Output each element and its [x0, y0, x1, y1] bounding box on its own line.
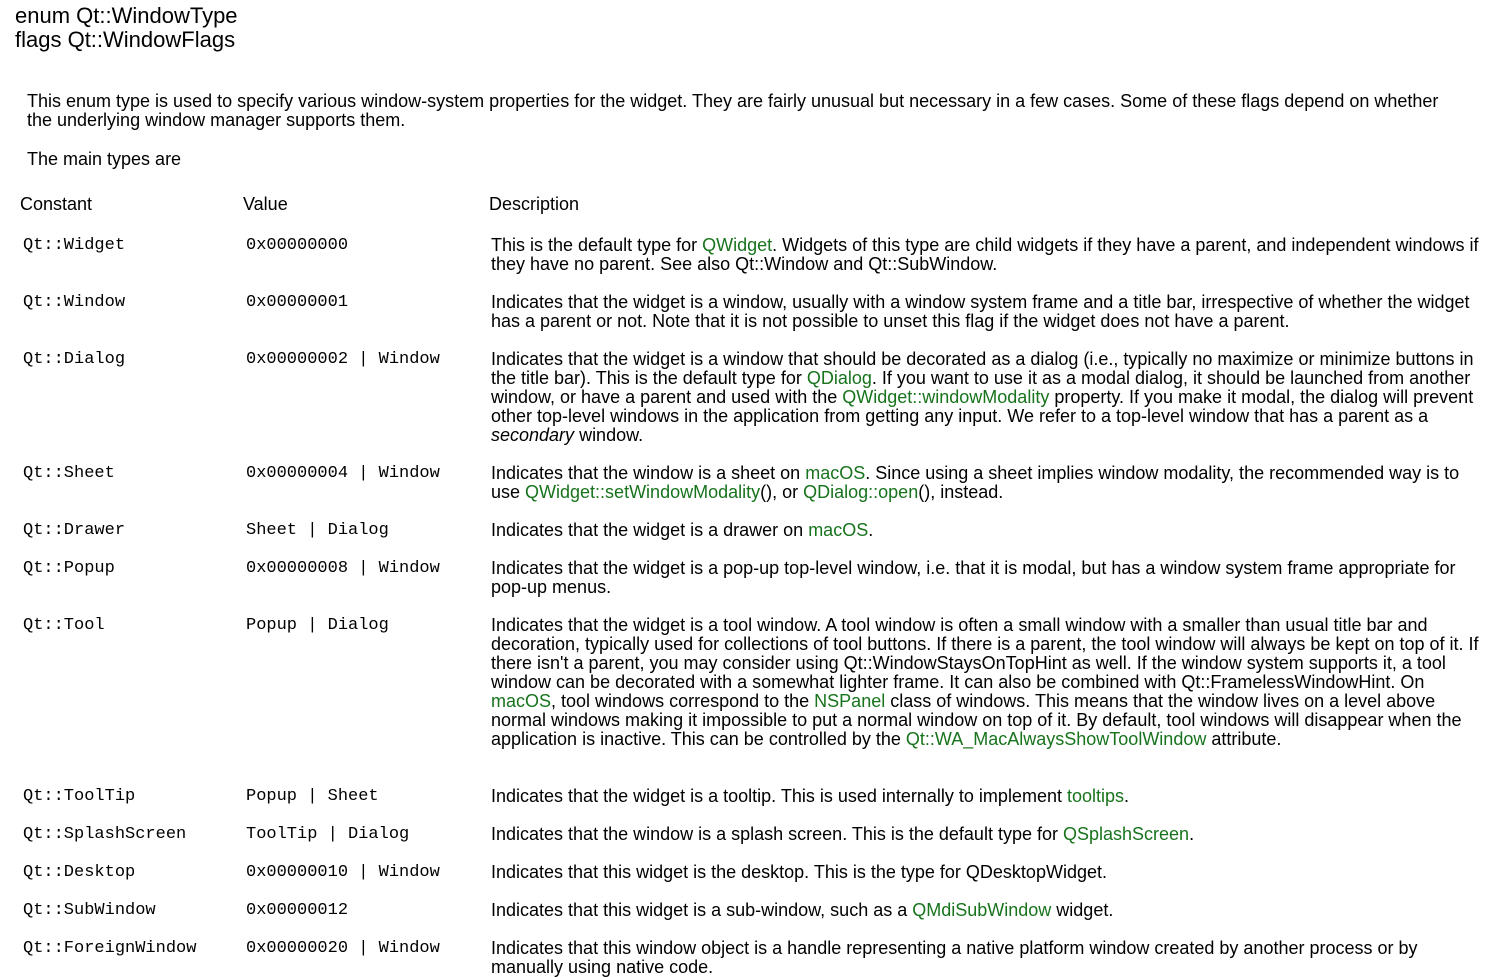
description-text: Indicates that this widget is a sub-window, such as a — [491, 900, 913, 920]
doc-link[interactable]: QWidget::windowModality — [842, 387, 1050, 407]
description-cell — [491, 521, 1491, 540]
doc-link[interactable]: QWidget — [702, 235, 773, 255]
description-cell — [491, 863, 1491, 882]
enum-title: enum Qt::WindowType — [15, 3, 238, 28]
description-text: . — [1124, 786, 1130, 806]
main-types-label: The main types are — [27, 149, 182, 169]
description-text: Indicates that the window is a sheet on — [491, 463, 806, 483]
constant-cell: Qt::SplashScreen — [23, 825, 187, 844]
doc-link[interactable]: macOS — [808, 520, 869, 540]
description-cell — [491, 616, 1491, 749]
description-text: class of windows. This means that the window lives on a level above normal windows making it impossible to put a normal window on top of it. By default, tool windows will disappear when the application is inactive. This can be controlled by the — [491, 691, 1462, 749]
doc-link[interactable]: NSPanel — [814, 691, 886, 711]
description-cell — [491, 787, 1491, 806]
description-text: Indicates that the widget is a drawer on — [491, 520, 809, 540]
description-cell — [491, 559, 1491, 597]
value-cell: Sheet | Dialog — [246, 521, 389, 540]
constant-cell: Qt::Window — [23, 293, 126, 312]
description-text: property. If you make it modal, the dialog will prevent other top-level windows in the application from getting any input. We refer to a top-level window that has a parent as a — [491, 387, 1474, 426]
description-text: window. — [574, 425, 644, 445]
description-text: (), instead. — [918, 482, 1004, 502]
intro-paragraph: This enum type is used to specify various window-system properties for the widget. They are fairly unusual but necessary in a few cases. Some of these flags depend on whether the underlying window manager supports them. — [27, 91, 1439, 130]
doc-link[interactable]: macOS — [805, 463, 866, 483]
description-text: Indicates that the widget is a window, usually with a window system frame and a title bar, irrespective of whether the widget has a parent or not. Note that it is not possible to unset this flag if the widget does not have a parent. — [491, 292, 1470, 331]
value-cell: 0x00000012 — [246, 901, 349, 920]
constant-cell: Qt::ForeignWindow — [23, 939, 197, 958]
doc-link[interactable]: tooltips — [1066, 786, 1125, 806]
description-text: Indicates that this widget is the desktop. This is the type for QDesktopWidget. — [491, 862, 1107, 882]
constant-cell: Qt::SubWindow — [23, 901, 156, 920]
description-cell — [491, 901, 1491, 920]
doc-link[interactable]: QDialog::open — [803, 482, 919, 502]
description-text: . If you want to use it as a modal dialog, it should be launched from another window, or have a parent and used with the — [491, 368, 1471, 407]
description-text: Indicates that the widget is a tooltip. This is used internally to implement — [491, 786, 1067, 806]
value-cell: Popup | Sheet — [246, 787, 379, 806]
description-text: Indicates that this window object is a handle representing a native platform window created by another process or by manually using native code. — [491, 938, 1418, 977]
constant-cell: Qt::Widget — [23, 236, 126, 255]
doc-link[interactable]: QMdiSubWindow — [912, 900, 1052, 920]
constant-cell: Qt::Desktop — [23, 863, 136, 882]
constant-cell: Qt::Tool — [23, 616, 105, 635]
value-cell: 0x00000020 | Window — [246, 939, 440, 958]
description-text: widget. — [1051, 900, 1114, 920]
description-text: Indicates that the widget is a pop-up top-level window, i.e. that it is modal, but has a window system frame appropriate for pop-up menus. — [491, 558, 1456, 597]
description-text: (), or — [760, 482, 804, 502]
description-text: Indicates that the widget is a window that should be decorated as a dialog (i.e., typically no maximize or minimize buttons in the title bar). This is the default type for — [491, 349, 1474, 388]
description-text: . Widgets of this type are child widgets if they have a parent, and independent windows if they have no parent. See also Qt::Window and Qt::SubWindow. — [491, 235, 1479, 274]
constant-cell: Qt::Sheet — [23, 464, 115, 483]
doc-link[interactable]: Qt::WA_MacAlwaysShowToolWindow — [905, 729, 1207, 749]
value-cell: 0x00000002 | Window — [246, 350, 440, 369]
column-header-constant: Constant — [20, 194, 93, 214]
description-text: , tool windows correspond to the — [551, 691, 815, 711]
description-cell — [491, 939, 1491, 977]
value-cell: ToolTip | Dialog — [246, 825, 410, 844]
value-cell: 0x00000010 | Window — [246, 863, 440, 882]
description-cell — [491, 350, 1491, 445]
constant-cell: Qt::ToolTip — [23, 787, 136, 806]
description-cell — [491, 464, 1491, 502]
page-heading — [15, 4, 238, 52]
value-cell: 0x00000008 | Window — [246, 559, 440, 578]
description-text: Indicates that the window is a splash screen. This is the default type for — [491, 824, 1063, 844]
doc-link[interactable]: macOS — [491, 691, 552, 711]
value-cell: Popup | Dialog — [246, 616, 389, 635]
doc-link[interactable]: QWidget::setWindowModality — [525, 482, 761, 502]
doc-link[interactable]: QSplashScreen — [1062, 824, 1190, 844]
emphasis-text: secondary — [491, 425, 575, 445]
constant-cell: Qt::Dialog — [23, 350, 126, 369]
description-cell — [491, 293, 1491, 331]
value-cell: 0x00000001 — [246, 293, 349, 312]
description-text: . — [1189, 824, 1195, 844]
description-text: attribute. — [1206, 729, 1282, 749]
value-cell: 0x00000000 — [246, 236, 349, 255]
constant-cell: Qt::Drawer — [23, 521, 126, 540]
description-text: This is the default type for — [491, 235, 703, 255]
column-header-value: Value — [243, 194, 288, 214]
description-cell — [491, 236, 1491, 274]
doc-link[interactable]: QDialog — [806, 368, 872, 388]
description-text: Indicates that the widget is a tool window. A tool window is often a small window with a smaller than usual title bar and decoration, typically used for collections of tool buttons. If there is a parent, the tool window will always be kept on top of it. If there isn't a parent, you may consider using Qt::WindowStaysOnTopHint as well. If the window system supports it, a tool window can be decorated with a somewhat lighter frame. It can also be combined with Qt::FramelessWindowHint. On — [491, 615, 1479, 692]
column-header-description: Description — [489, 194, 580, 214]
flags-title: flags Qt::WindowFlags — [15, 27, 236, 52]
value-cell: 0x00000004 | Window — [246, 464, 440, 483]
description-text: . — [868, 520, 874, 540]
description-text: . Since using a sheet implies window modality, the recommended way is to use — [491, 463, 1460, 502]
constant-cell: Qt::Popup — [23, 559, 115, 578]
description-cell — [491, 825, 1491, 844]
